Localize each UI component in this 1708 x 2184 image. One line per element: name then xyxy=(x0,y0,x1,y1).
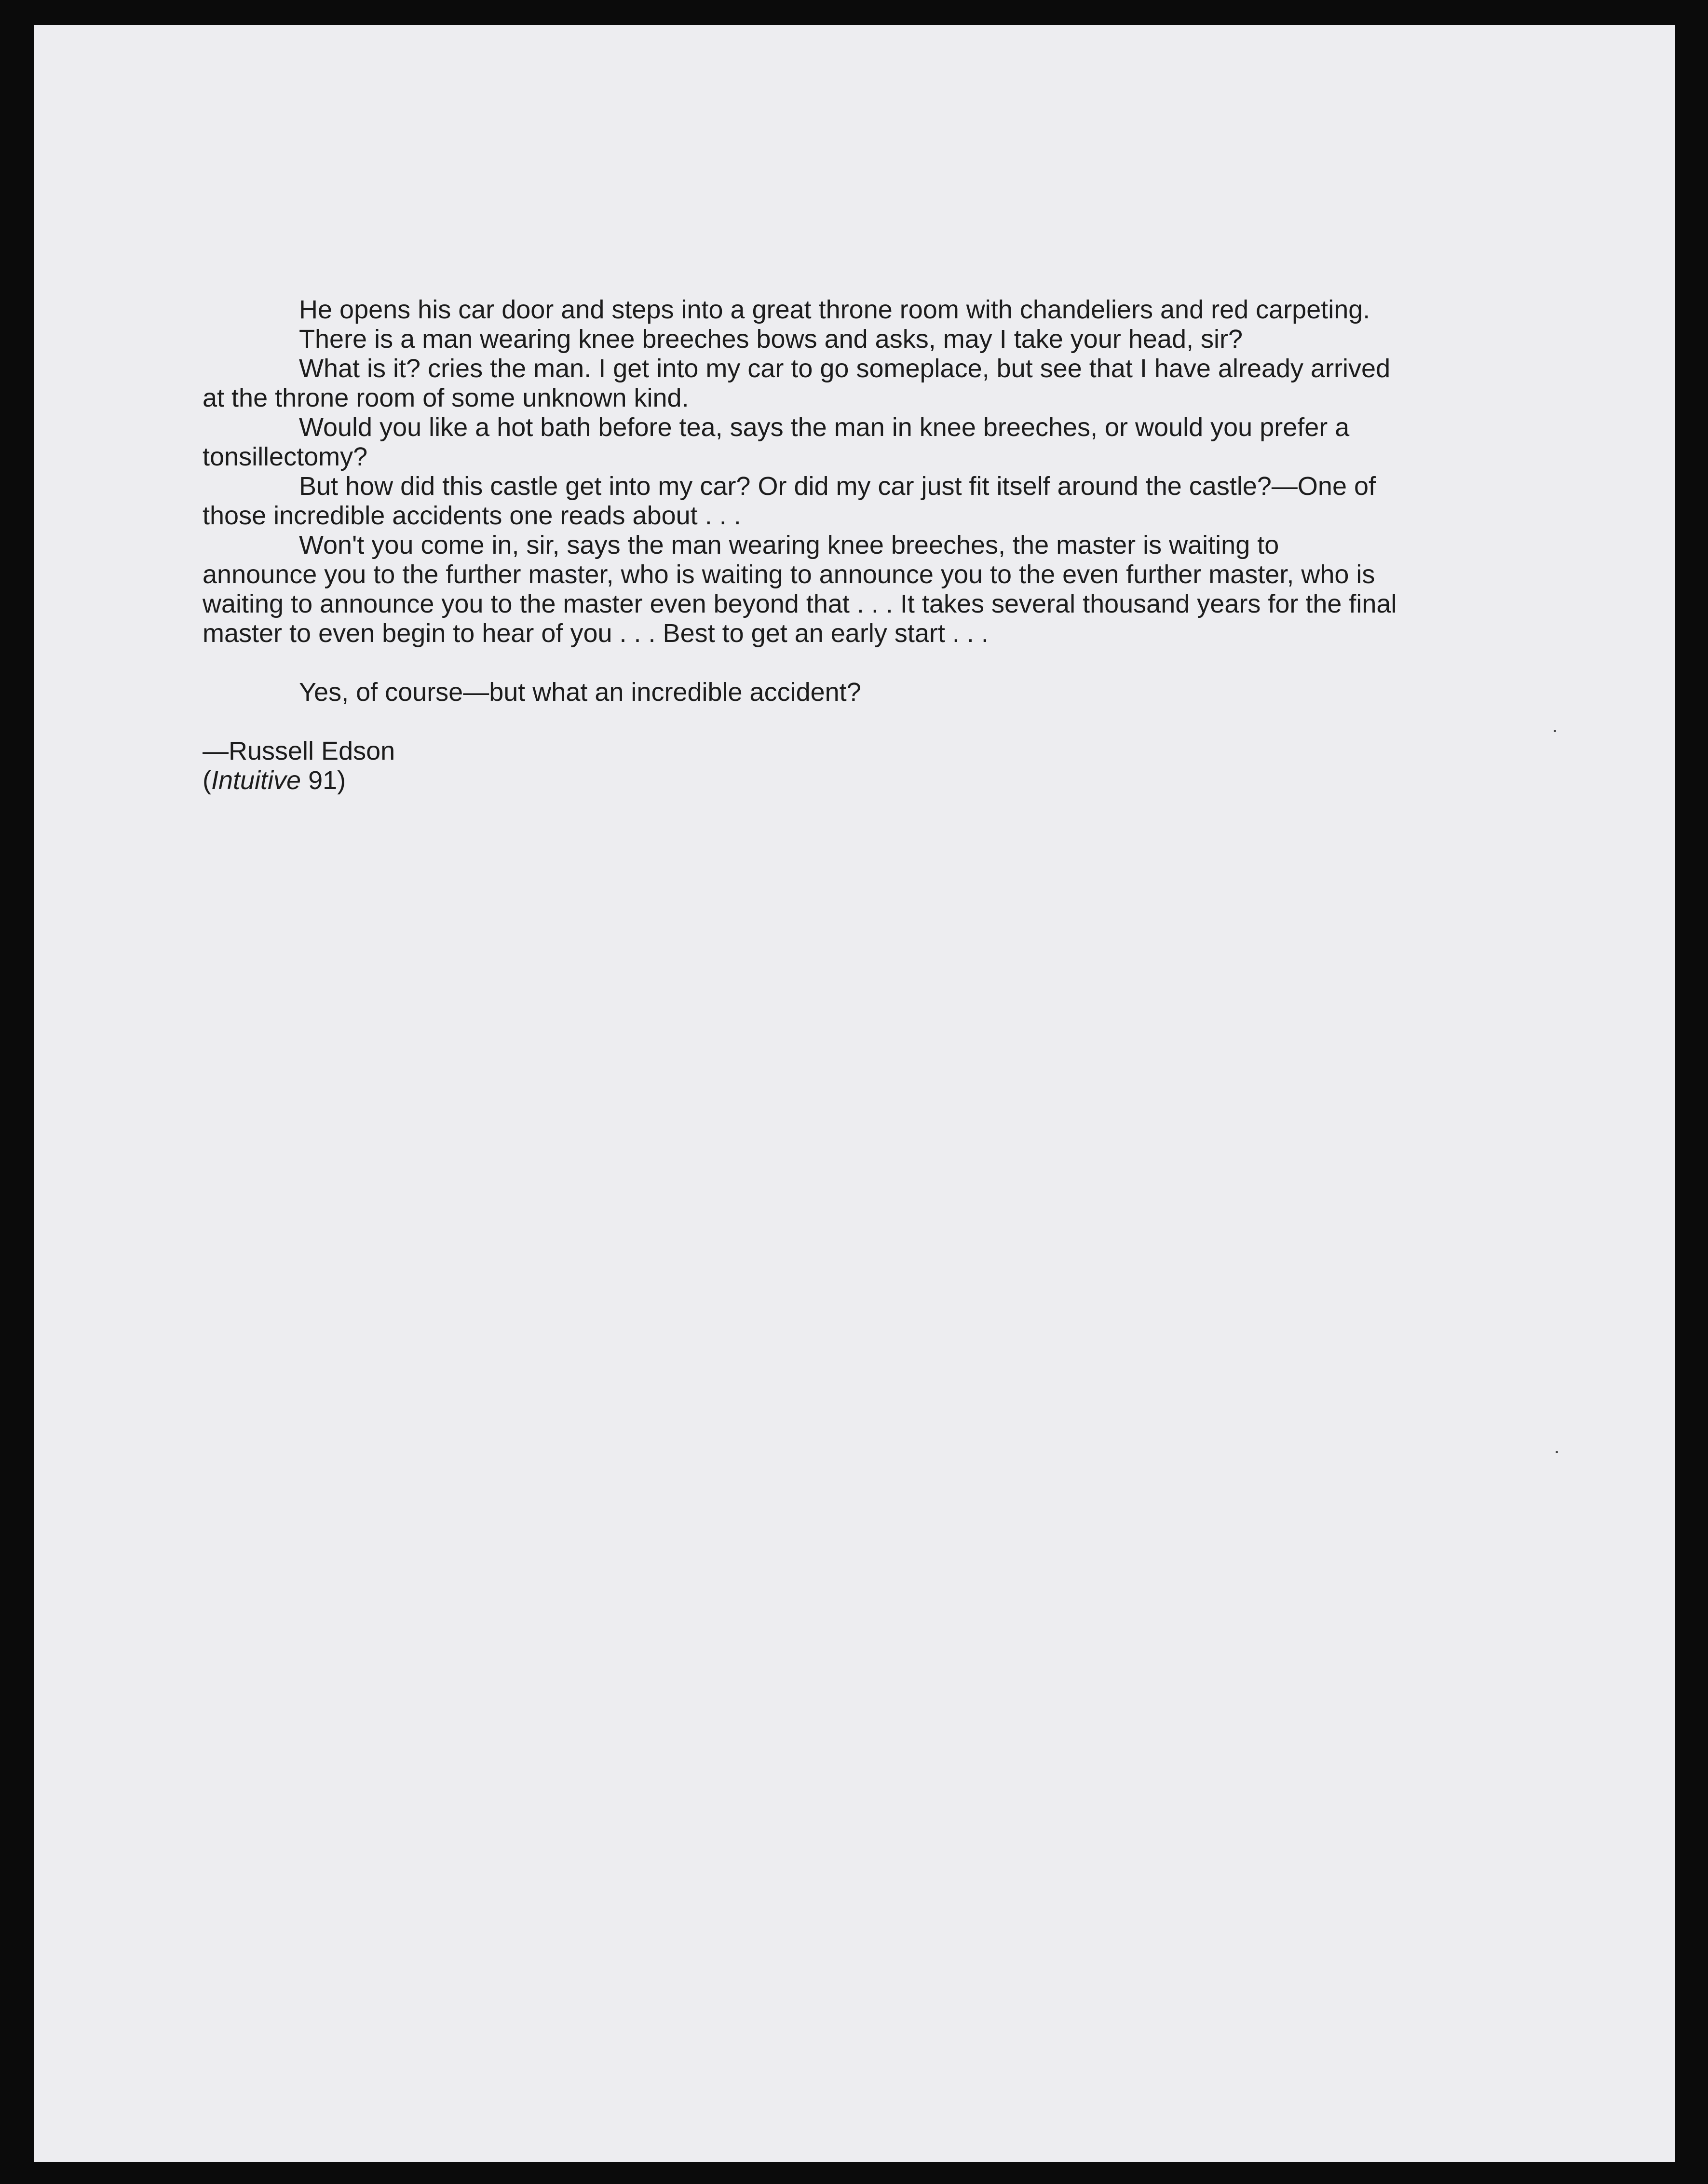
citation-open-paren: ( xyxy=(203,766,211,795)
poem-closing-line: Yes, of course—but what an incredible accident? xyxy=(299,678,861,707)
poem-paragraph-4: Would you like a hot bath before tea, says the man in knee breeches, or would you prefer a tonsillectomy? xyxy=(203,413,1350,471)
attribution xyxy=(203,737,1398,795)
poem-paragraph-3: What is it? cries the man. I get into my car to go someplace, but see that I have already arrived at the throne room of some unknown kind. xyxy=(203,354,1391,412)
poem-paragraph-2: There is a man wearing knee breeches bows and asks, may I take your head, sir? xyxy=(299,325,1243,354)
prose-poem xyxy=(203,295,1398,795)
source-title: Intuitive xyxy=(211,766,301,795)
poem-paragraph-1: He opens his car door and steps into a great throne room with chandeliers and red carpeting. xyxy=(299,295,1370,324)
poem-paragraph-5: But how did this castle get into my car? Or did my car just fit itself around the castle?—One of those incredible accidents one reads about . . . xyxy=(203,472,1376,530)
poem-paragraph-6: Won't you come in, sir, says the man wearing knee breeches, the master is waiting to announce you to the further master, who is waiting to announce you to the even further master, who is waiting to announce you to the master even beyond that . . . It takes several thousand years for the final master to even begin to hear of you . . . Best to get an early start . . . xyxy=(203,531,1397,648)
paper-speck xyxy=(1556,1451,1558,1453)
document-page xyxy=(34,25,1675,2162)
paper-speck xyxy=(1554,730,1556,732)
source-citation xyxy=(203,766,1398,795)
author-name: —Russell Edson xyxy=(203,737,395,765)
source-page: 91) xyxy=(301,766,346,795)
